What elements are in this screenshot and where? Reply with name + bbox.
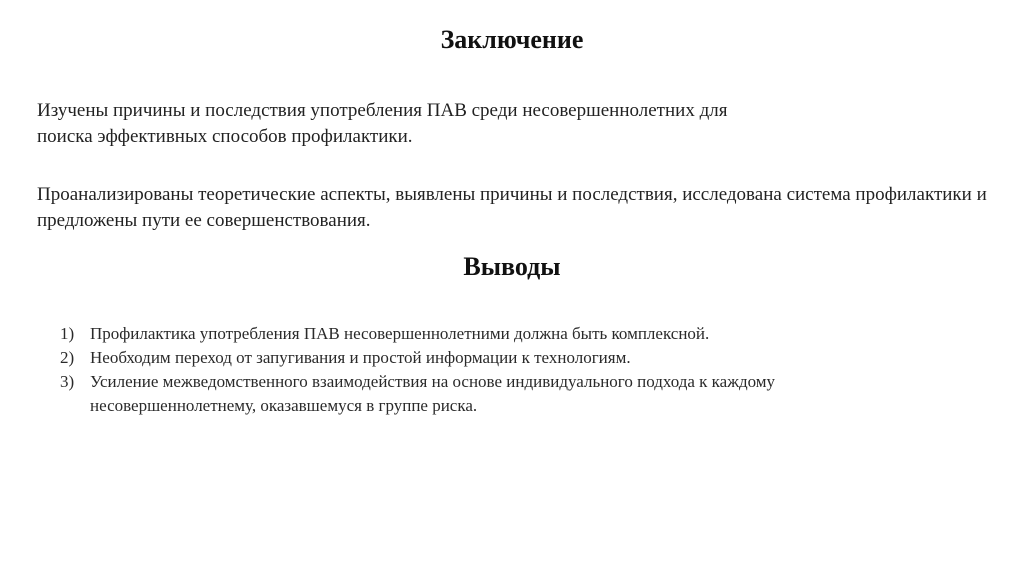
list-item-number: 2)	[60, 348, 75, 367]
summary-paragraph-1: Изучены причины и последствия употребления ПАВ среди несовершеннолетних для поиска эффективных способов профилактики.	[37, 100, 728, 147]
list-item	[60, 322, 920, 346]
list-item-number: 1)	[60, 324, 75, 343]
conclusions-list	[60, 322, 920, 418]
list-item-text: Необходим переход от запугивания и простой информации к технологиям.	[90, 348, 631, 367]
conclusions-title: Выводы	[463, 252, 561, 281]
list-item-text: Усиление межведомственного взаимодействия на основе индивидуального подхода к каждому несовершеннолетнему, оказавшемуся в группе риска.	[90, 372, 776, 415]
list-item-number: 3)	[60, 372, 75, 391]
summary-paragraph-2: Проанализированы теоретические аспекты, выявлены причины и последствия, исследована система профилактики и предложены пути ее совершенствования.	[37, 184, 987, 231]
list-item	[60, 370, 920, 418]
slide-title: Заключение	[440, 25, 584, 54]
list-item	[60, 346, 920, 370]
list-item-text: Профилактика употребления ПАВ несовершеннолетними должна быть комплексной.	[90, 324, 710, 343]
